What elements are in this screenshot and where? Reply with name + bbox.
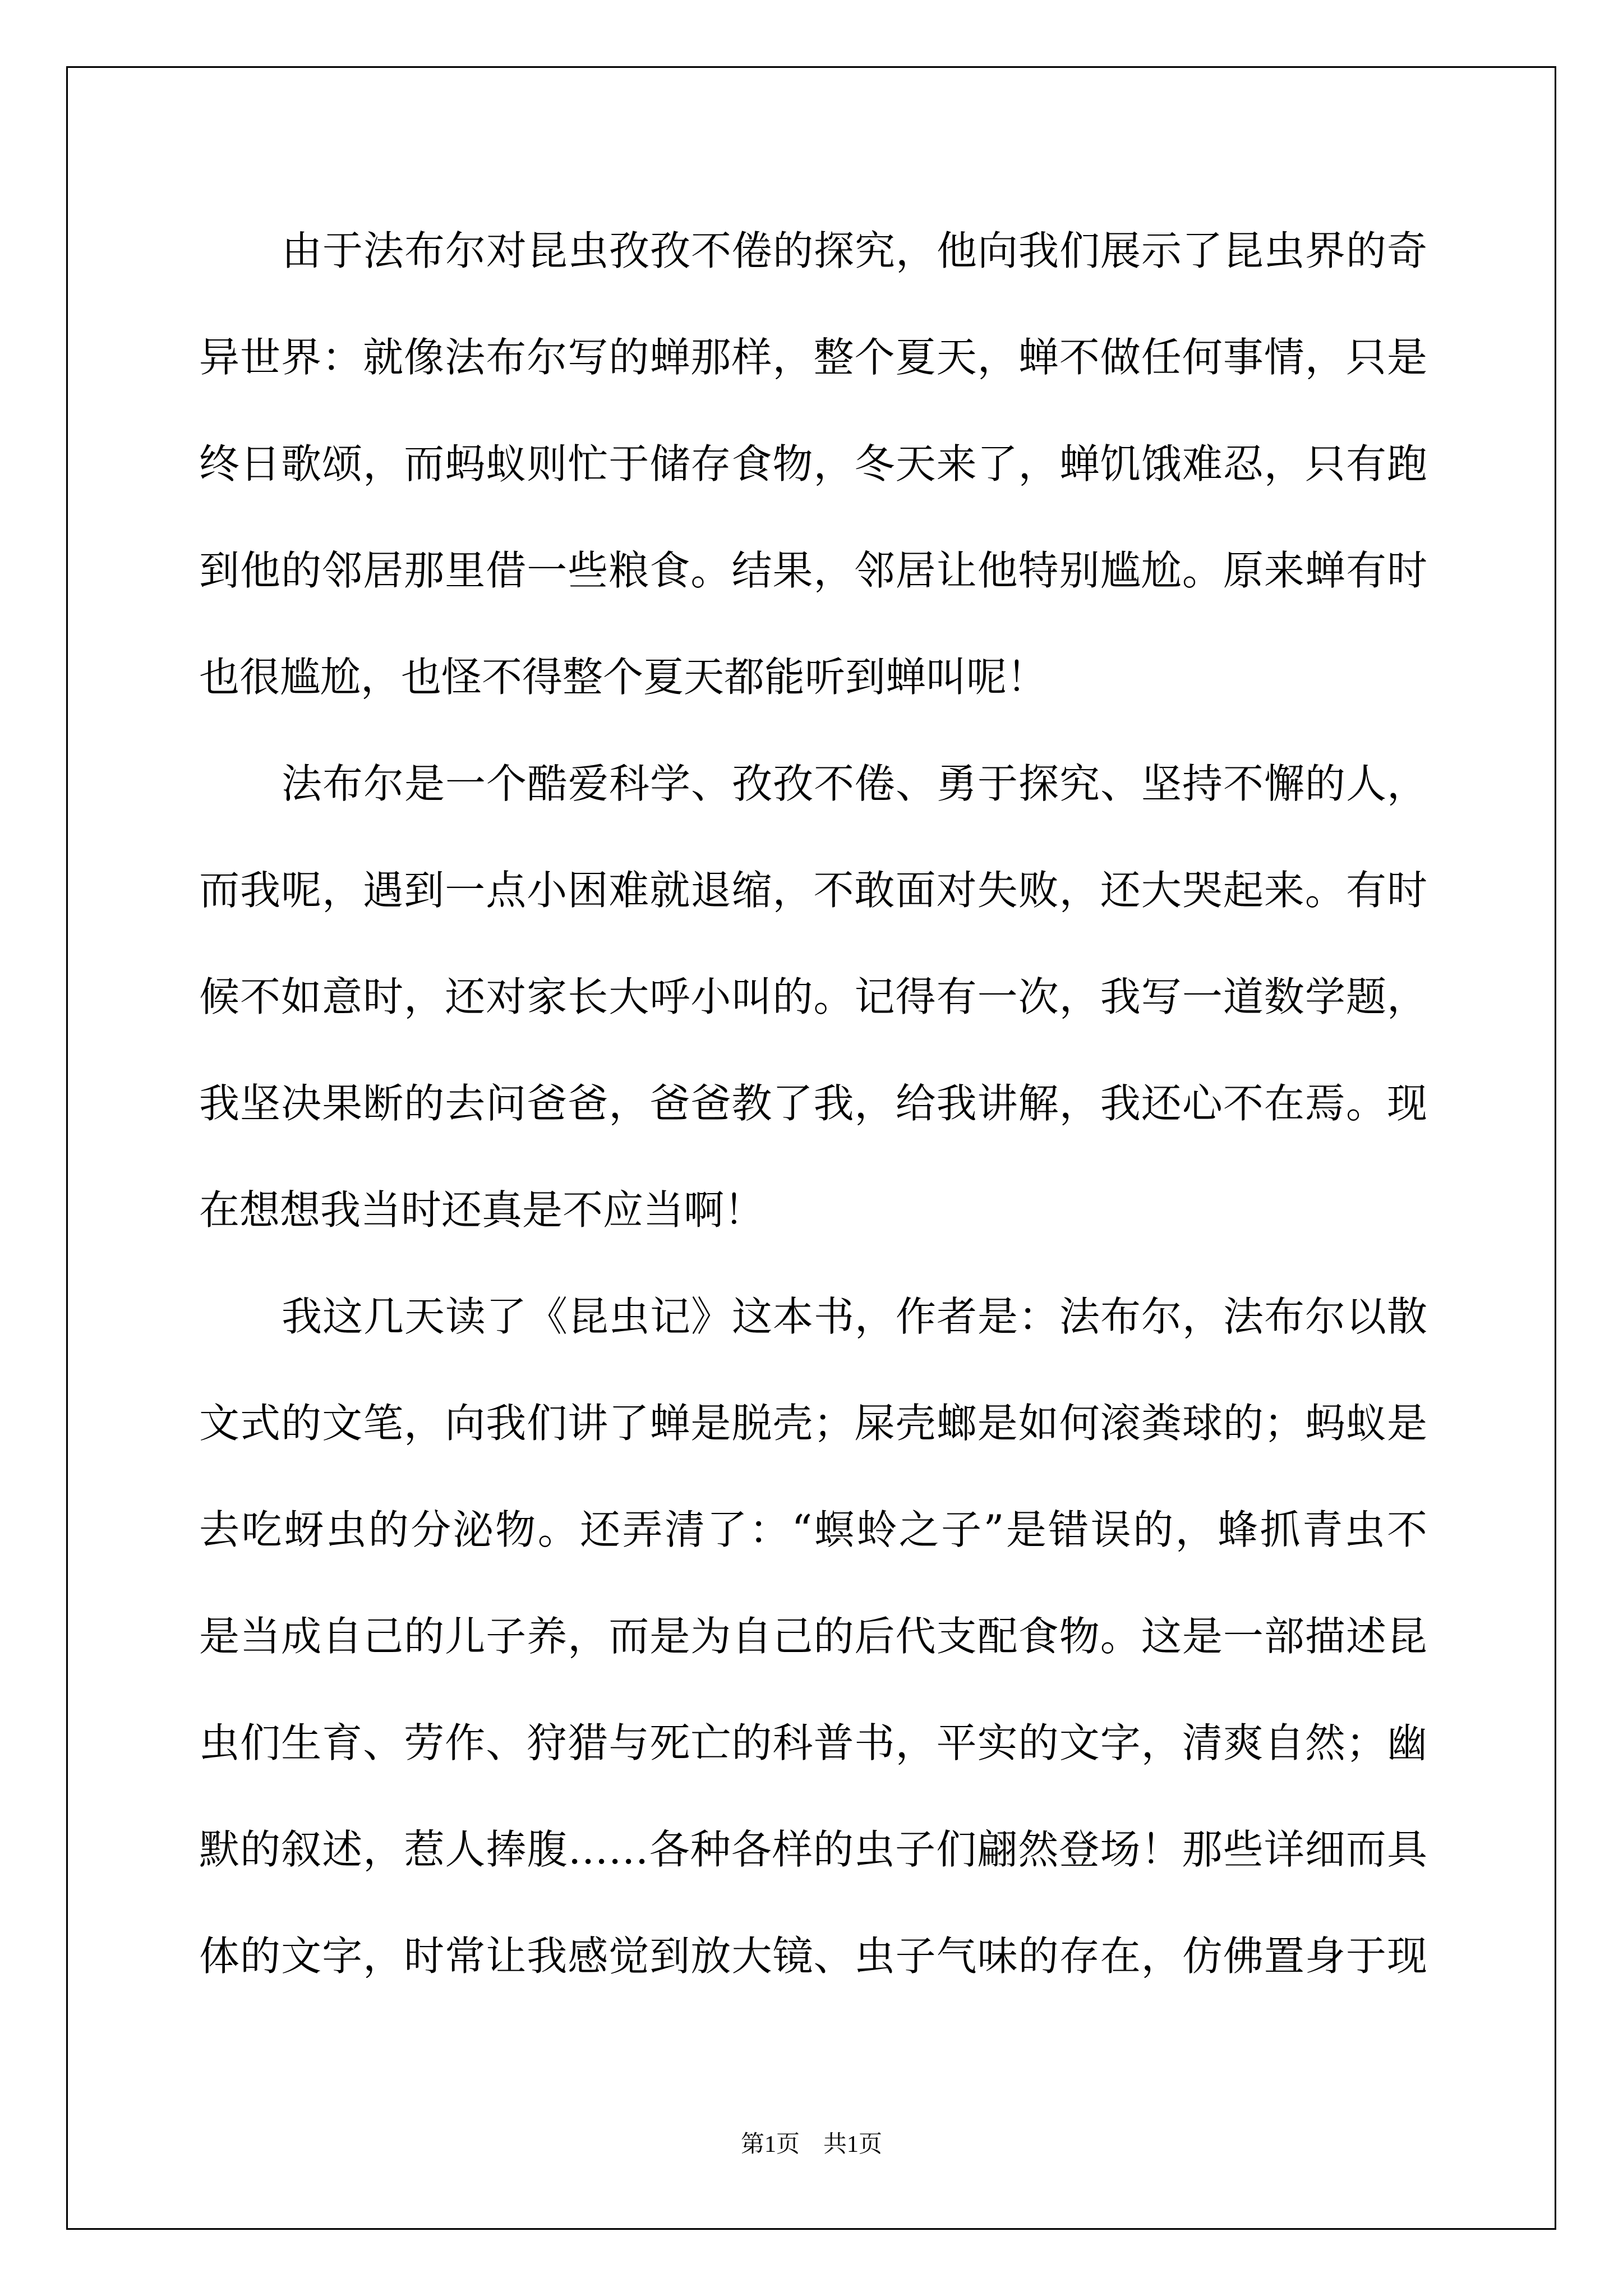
paragraph-3-line-1: 我这几天读了《昆虫记》这本书，作者是：法布尔，法布尔以散 [282, 1293, 1427, 1340]
paragraph-2-line-4: 我坚决果断的去问爸爸，爸爸教了我，给我讲解，我还心不在焉。现 [199, 1080, 1427, 1127]
paragraph-2-line-3: 候不如意时，还对家长大呼小叫的。记得有一次，我写一道数学题， [199, 973, 1427, 1020]
paragraph-2-line-2: 而我呢，遇到一点小困难就退缩，不敢面对失败，还大哭起来。有时 [199, 867, 1427, 914]
paragraph-1-line-3: 终日歌颂，而蚂蚁则忙于储存食物，冬天来了，蝉饥饿难忍，只有跑 [199, 440, 1427, 487]
paragraph-1-line-5: 也很尴尬，也怪不得整个夏天都能听到蝉叫呢！ [199, 654, 1048, 701]
paragraph-1-line-4: 到他的邻居那里借一些粮食。结果，邻居让他特别尴尬。原来蝉有时 [199, 547, 1427, 594]
paragraph-3-line-4: 是当成自己的儿子养，而是为自己的后代支配食物。这是一部描述昆 [199, 1613, 1427, 1660]
paragraph-3-line-5: 虫们生育、劳作、狩猎与死亡的科普书，平实的文字，清爽自然；幽 [199, 1719, 1427, 1766]
paragraph-3-line-6: 默的叙述，惹人捧腹……各种各样的虫子们翩然登场！那些详细而具 [199, 1826, 1427, 1873]
page-number-footer: 第1页 共1页 [740, 2132, 882, 2157]
paragraph-3-line-2: 文式的文笔，向我们讲了蝉是脱壳；屎壳螂是如何滚粪球的；蚂蚁是 [199, 1400, 1427, 1447]
paragraph-2-line-5: 在想想我当时还真是不应当啊！ [199, 1186, 765, 1234]
paragraph-3-line-3: 去吃蚜虫的分泌物。还弄清了：“螟蛉之子”是错误的，蜂抓青虫不 [199, 1506, 1427, 1553]
paragraph-1-line-1: 由于法布尔对昆虫孜孜不倦的探究，他向我们展示了昆虫界的奇 [282, 227, 1427, 274]
paragraph-2-line-1: 法布尔是一个酷爱科学、孜孜不倦、勇于探究、坚持不懈的人， [282, 760, 1427, 807]
paragraph-1-line-2: 异世界：就像法布尔写的蝉那样，整个夏天，蝉不做任何事情，只是 [199, 334, 1427, 381]
paragraph-3-line-7: 体的文字，时常让我感觉到放大镜、虫子气味的存在，仿佛置身于现 [199, 1932, 1427, 1980]
